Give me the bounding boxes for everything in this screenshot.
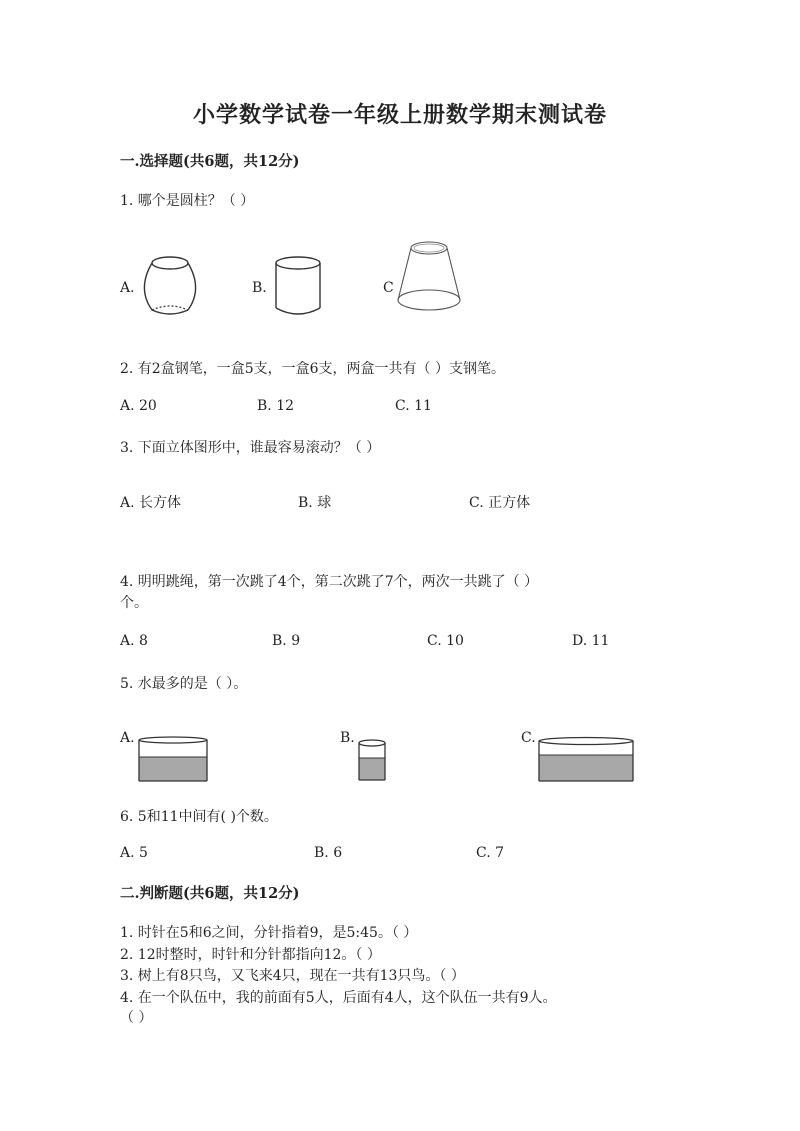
q3-option-c: C. 正方体 bbox=[469, 495, 531, 511]
q4-option-a: A. 8 bbox=[120, 633, 148, 649]
q1-option-b: B. bbox=[252, 280, 267, 296]
question-5: 5. 水最多的是（ ）。 bbox=[120, 676, 248, 692]
q5-option-b: B. bbox=[340, 730, 355, 746]
question-6: 6. 5和11中间有( )个数。 bbox=[120, 809, 278, 825]
question-1: 1. 哪个是圆柱？（ ） bbox=[120, 193, 255, 209]
q6-option-c: C. 7 bbox=[476, 845, 505, 861]
q4-option-b: B. 9 bbox=[272, 633, 301, 649]
barrel-shape-image bbox=[140, 252, 200, 318]
q1-option-a: A. bbox=[120, 280, 135, 296]
q4-option-c: C. 10 bbox=[427, 633, 464, 649]
wide-container-water-image bbox=[138, 735, 208, 785]
section-heading-judgement: 二.判断题(共6题，共12分) bbox=[120, 885, 300, 902]
judgement-item-4: 4. 在一个队伍中，我的前面有5人，后面有4人，这个队伍一共有9人。 bbox=[120, 990, 557, 1006]
section-heading-choice: 一.选择题(共6题，共12分) bbox=[120, 153, 300, 170]
q2-option-b: B. 12 bbox=[257, 398, 295, 414]
q6-option-a: A. 5 bbox=[120, 845, 148, 861]
q5-option-a: A. bbox=[120, 730, 135, 746]
q2-option-c: C. 11 bbox=[395, 398, 432, 414]
q5-option-c: C. bbox=[521, 730, 536, 746]
frustum-shape-image bbox=[392, 238, 464, 316]
judgement-item-4-line-2: （ ） bbox=[120, 1010, 153, 1026]
q1-option-c: C bbox=[383, 280, 394, 296]
question-4-line-2: 个。 bbox=[120, 595, 148, 611]
extra-wide-container-water-image bbox=[537, 735, 635, 785]
q2-option-a: A. 20 bbox=[120, 398, 157, 414]
judgement-item-1: 1. 时针在5和6之间，分针指着9，是5:45。（ ） bbox=[120, 925, 418, 941]
judgement-item-3: 3. 树上有8只鸟，又飞来4只，现在一共有13只鸟。（ ） bbox=[120, 968, 465, 984]
narrow-container-water-image bbox=[357, 738, 387, 784]
page-title: 小学数学试卷一年级上册数学期末测试卷 bbox=[192, 102, 607, 128]
q6-option-b: B. 6 bbox=[314, 845, 343, 861]
cylinder-shape-image bbox=[274, 252, 324, 318]
question-2: 2. 有2盒钢笔，一盒5支，一盒6支，两盒一共有（ ）支钢笔。 bbox=[120, 361, 505, 377]
q4-option-d: D. 11 bbox=[572, 633, 610, 649]
judgement-item-2: 2. 12时整时，时针和分针都指向12。（ ） bbox=[120, 947, 381, 963]
question-3: 3. 下面立体图形中，谁最容易滚动？（ ） bbox=[120, 440, 381, 456]
q3-option-a: A. 长方体 bbox=[120, 495, 182, 511]
question-4-line-1: 4. 明明跳绳，第一次跳了4个，第二次跳了7个，两次一共跳了（ ） bbox=[120, 574, 539, 590]
q3-option-b: B. 球 bbox=[298, 495, 332, 511]
